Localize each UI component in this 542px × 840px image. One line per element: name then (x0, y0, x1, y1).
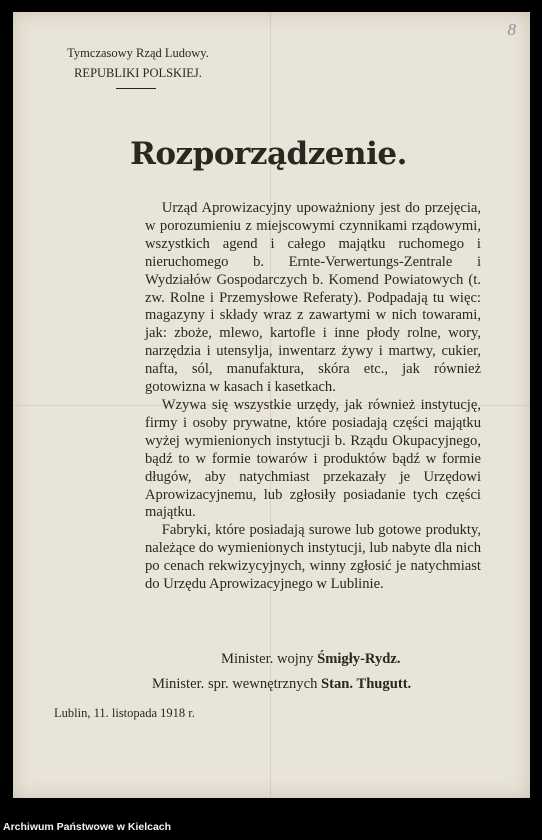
issuer-line-2: REPUBLIKI POLSKIEJ. (74, 66, 202, 80)
issuer-block (53, 43, 223, 83)
document-sheet (13, 12, 530, 798)
place-and-date: Lublin, 11. listopada 1918 r. (54, 706, 195, 720)
body-paragraph-2: Wzywa się wszystkie urzędy, jak również instytucję, firmy i osoby prywatne, które posiadają części majątku wyżej wymienionych instytucji b. Rządu Okupacyjnego, bądź to w formie towarów i produktów bądź w formie długów, aby natychmiast przekazały je Urzędowi Aprowizacyjnemu, lub zgłosiły posiadanie tych części majątku. (145, 396, 481, 521)
body-paragraph-3: Fabryki, które posiadają surowe lub gotowe produkty, należące do wymienionych instytucji, lub nabyte dla nich po cenach rekwizycyjnych, winny zgłosić je natychmiast do Urzędu Aprowizacyjnego w Lublinie. (145, 522, 481, 593)
signature-role: Minister. wojny (221, 651, 314, 667)
signature-line-2 (152, 676, 411, 693)
signature-name: Śmigły-Rydz. (317, 651, 401, 667)
document-title: Rozporządzenie. (130, 136, 407, 172)
signature-name: Stan. Thugutt. (321, 676, 412, 692)
signature-line-1 (221, 651, 401, 668)
signature-role: Minister. spr. wewnętrznych (152, 676, 318, 692)
archive-caption: Archiwum Państwowe w Kielcach (3, 821, 172, 833)
document-body (145, 200, 481, 594)
page-number: 8 (507, 20, 516, 39)
issuer-divider (116, 88, 156, 89)
body-paragraph-1: Urząd Aprowizacyjny upoważniony jest do przejęcia, w porozumieniu z miejscowymi czynnikami rządowymi, wszystkich agend i całego majątku ruchomego i nieruchomego b. Ernte-Verwertungs-Zentrale i Wydziałów Gospodarczych b. Komend Powiatowych (t. zw. Rolne i Przemysłowe Referaty). Podpadają tu więc: magazyny i składy wraz z zawartymi w nich towarami, jak: zboże, mlewo, kartofle i inne płody rolne, wory, narzędzia i utensylja, inwentarz żywy i martwy, cukier, nafta, sól, manufaktura, skóra etc., jak również gotowizna w kasach i kasetkach. (145, 200, 481, 396)
issuer-line-1: Tymczasowy Rząd Ludowy. (67, 46, 209, 60)
